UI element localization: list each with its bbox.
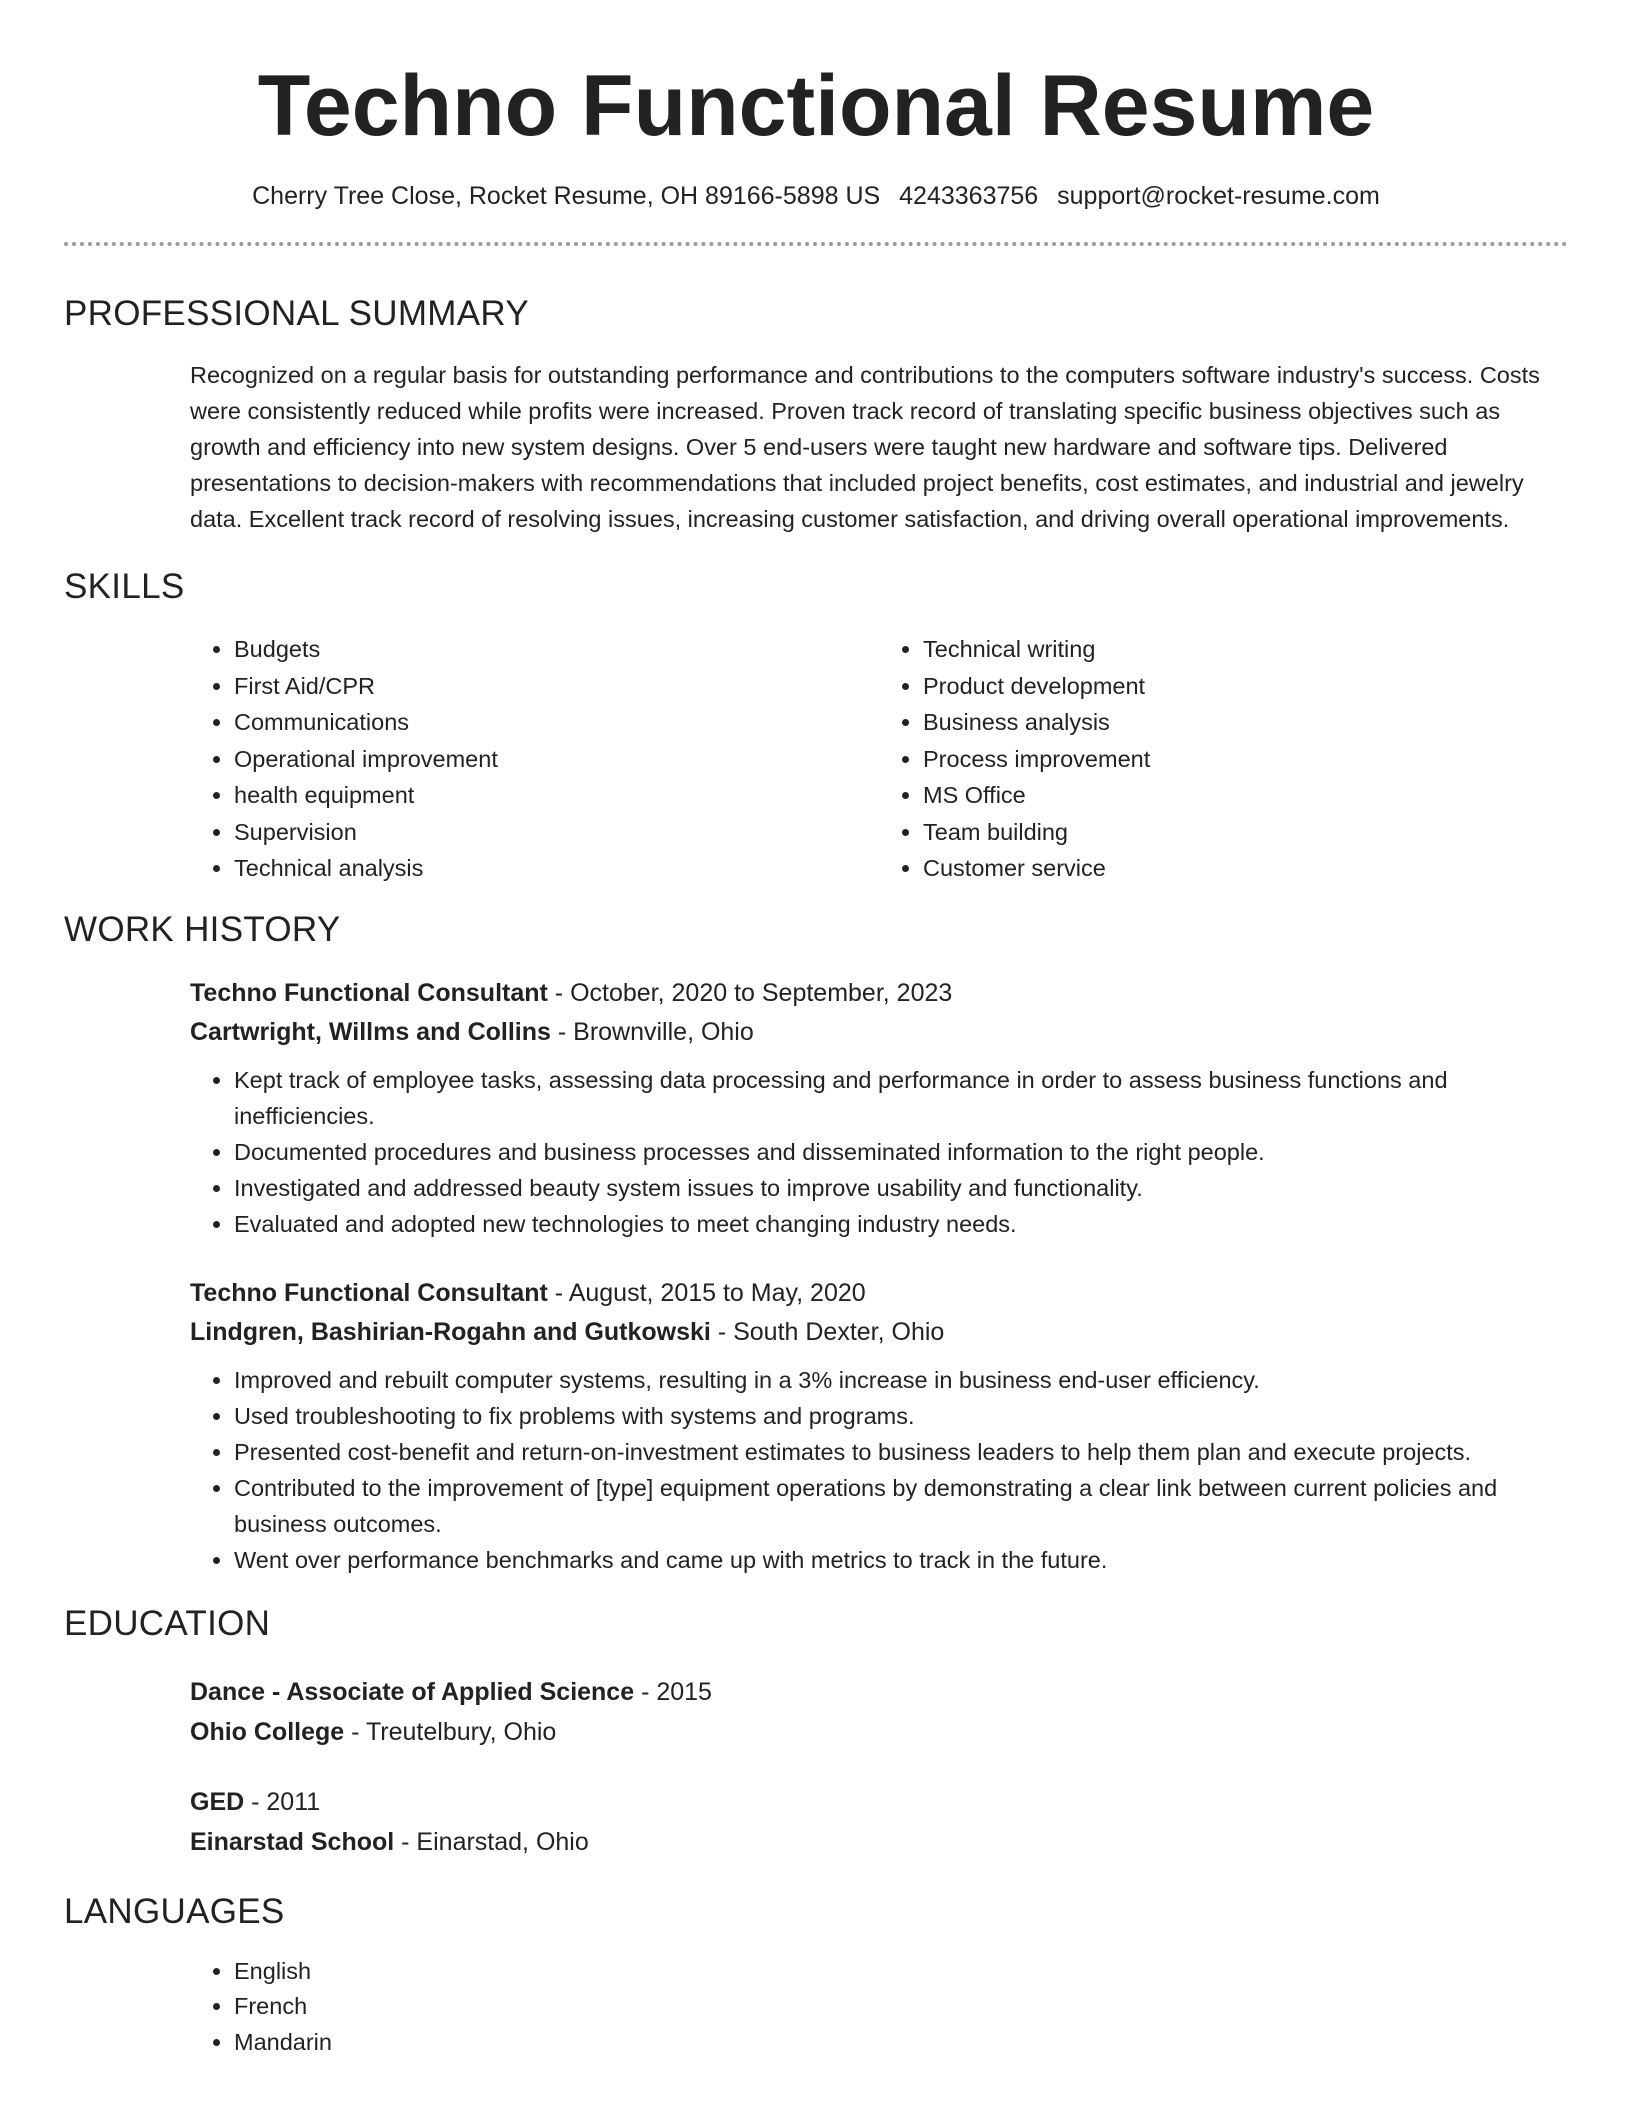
skill-item: • Technical analysis: [234, 850, 879, 887]
languages: [64, 1954, 1568, 2061]
job-bullet: • Presented cost-benefit and return-on-investment estimates to business leaders to help them plan and execute projects.: [234, 1434, 1568, 1470]
skill-item: • Communications: [234, 704, 879, 741]
education-location: - Einarstad, Ohio: [394, 1827, 589, 1856]
job-title-line: [190, 974, 1568, 1013]
summary-heading: PROFESSIONAL SUMMARY: [64, 294, 529, 333]
education-location: - Treutelbury, Ohio: [344, 1717, 557, 1746]
skill-item: • Product development: [923, 668, 1568, 705]
job-bullet: • Used troubleshooting to fix problems with systems and programs.: [234, 1398, 1568, 1434]
job-location: - South Dexter, Ohio: [710, 1317, 945, 1346]
education-degree: Dance - Associate of Applied Science: [190, 1677, 635, 1706]
education: [64, 1672, 1568, 1862]
education-heading: EDUCATION: [64, 1603, 271, 1643]
job-bullets: [190, 1062, 1568, 1242]
job-entry: [190, 1274, 1568, 1578]
contact-phone: 4243363756: [899, 182, 1039, 210]
job-bullets: [190, 1362, 1568, 1578]
education-year: - 2015: [634, 1677, 712, 1706]
job-company: Lindgren, Bashirian-Rogahn and Gutkowski: [190, 1317, 711, 1346]
skill-item: • Process improvement: [923, 741, 1568, 778]
resume-name: Techno Functional Resume: [257, 58, 1375, 154]
education-entry: [190, 1782, 1568, 1862]
work-history-heading: WORK HISTORY: [64, 909, 341, 949]
job-dates: - October, 2020 to September, 2023: [547, 978, 953, 1007]
job-bullet: • Kept track of employee tasks, assessing data processing and performance in order to assess business functions and inefficiencies.: [234, 1062, 1568, 1134]
skills-column-left: [190, 631, 879, 887]
skill-item: • Budgets: [234, 631, 879, 668]
skills-heading: SKILLS: [64, 567, 185, 606]
header-divider: [64, 242, 1568, 246]
job-entry: [190, 974, 1568, 1242]
job-dates: - August, 2015 to May, 2020: [547, 1278, 866, 1307]
skill-item: • Technical writing: [923, 631, 1568, 668]
language-item: • French: [234, 1989, 1568, 2025]
summary-text: Recognized on a regular basis for outstanding performance and contributions to the computers software industry's success. Costs were consistently reduced while profits were increased. Proven track record of translating specific business objectives such as growth and efficiency into new system designs. Over 5 end-users were taught new hardware and software tips. Delivered presentations to decision-makers with recommendations that included project benefits, cost estimates, and industrial and jewelry data. Excellent track record of resolving issues, increasing customer satisfaction, and driving overall operational improvements.: [190, 362, 1540, 532]
job-bullet: • Contributed to the improvement of [type] equipment operations by demonstrating a clear link between current policies and business outcomes.: [234, 1470, 1568, 1542]
job-location: - Brownville, Ohio: [550, 1017, 754, 1046]
job-bullet: • Investigated and addressed beauty system issues to improve usability and functionality.: [234, 1170, 1568, 1206]
job-company: Cartwright, Willms and Collins: [190, 1017, 551, 1046]
job-bullet: • Evaluated and adopted new technologies to meet changing industry needs.: [234, 1206, 1568, 1242]
contact-info: [64, 182, 1568, 211]
job-role: Techno Functional Consultant: [190, 1278, 548, 1307]
language-item: • Mandarin: [234, 2025, 1568, 2061]
education-school: Einarstad School: [190, 1827, 395, 1856]
job-bullet: • Improved and rebuilt computer systems, resulting in a 3% increase in business end-user efficiency.: [234, 1362, 1568, 1398]
job-company-line: [190, 1013, 1568, 1052]
skill-item: • health equipment: [234, 777, 879, 814]
languages-heading: LANGUAGES: [64, 1891, 285, 1931]
education-school-line: [190, 1822, 1568, 1862]
skill-item: • Supervision: [234, 814, 879, 851]
skill-item: • Team building: [923, 814, 1568, 851]
skill-item: • MS Office: [923, 777, 1568, 814]
contact-email: support@rocket-resume.com: [1057, 182, 1380, 210]
education-degree: GED: [190, 1787, 245, 1816]
skill-item: • Customer service: [923, 850, 1568, 887]
education-entry: [190, 1672, 1568, 1752]
education-degree-line: [190, 1782, 1568, 1822]
work-history: [64, 974, 1568, 1578]
languages-list: [190, 1954, 1568, 2061]
job-bullet: • Documented procedures and business processes and disseminated information to the right people.: [234, 1134, 1568, 1170]
education-degree-line: [190, 1672, 1568, 1712]
job-bullet: • Went over performance benchmarks and came up with metrics to track in the future.: [234, 1542, 1568, 1578]
skill-item: • Operational improvement: [234, 741, 879, 778]
language-item: • English: [234, 1954, 1568, 1990]
skills-grid: [64, 631, 1568, 887]
skill-item: • First Aid/CPR: [234, 668, 879, 705]
skill-item: • Business analysis: [923, 704, 1568, 741]
job-title-line: [190, 1274, 1568, 1313]
education-school: Ohio College: [190, 1717, 345, 1746]
education-year: - 2011: [244, 1787, 321, 1816]
job-company-line: [190, 1313, 1568, 1352]
skills-column-right: [879, 631, 1568, 887]
job-role: Techno Functional Consultant: [190, 978, 548, 1007]
contact-address: Cherry Tree Close, Rocket Resume, OH 89166-5898 US: [252, 182, 881, 210]
education-school-line: [190, 1712, 1568, 1752]
